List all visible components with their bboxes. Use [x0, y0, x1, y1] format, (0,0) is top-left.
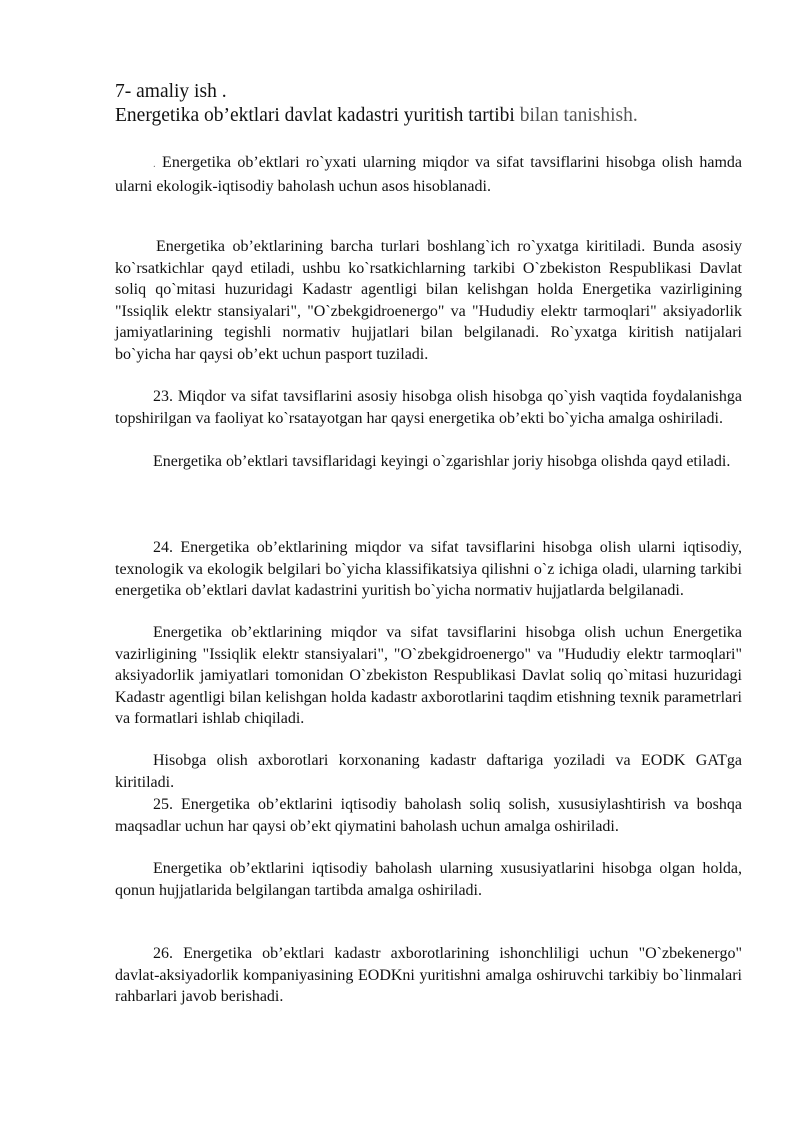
- paragraph-1-text: Energetika ob’ektlari ro`yxati ularning miqdor va sifat tavsiflarini hisobga olish hamda ularni ekologik-iqtisodiy baholash uchun asos hisoblanadi.: [115, 154, 742, 195]
- document-title-line2: [115, 104, 755, 128]
- paragraph-24: 24. Energetika ob’ektlarining miqdor va sifat tavsiflarini hisobga olish ularni iqtisodiy, texnologik va ekologik belgilari bo`yicha klassifikatsiya qilishni o`z ichiga oladi, ularning tarkibi energetika ob’ektlari davlat kadastrini yuritish bo`yicha normativ hujjatlarda belgilanadi.: [115, 539, 742, 599]
- paragraph-1: [115, 152, 742, 197]
- paragraph-6: Energetika ob’ektlarining miqdor va sifat tavsiflarini hisobga olish uchun Energetika vazirligining "Issiqlik elektr stansiyalari", "O`zbekgidroenergo" va "Hududiy elektr tarmoqlari" aksiyadorlik jamiyatlari tomonidan O`zbekiston Respublikasi Davlat soliq qo`mitasi huzuridagi Kadastr agentligi bilan kelishgan holda kadastr axborotlarini taqdim etishning texnik parametrlari va formatlari ishlab chiqiladi.: [115, 624, 742, 727]
- paragraph-7: Hisobga olish axborotlari korxonaning kadastr daftariga yoziladi va EODK GATga kiritiladi.: [115, 752, 742, 791]
- paragraph-marker: .: [153, 158, 156, 170]
- paragraph-2: Energetika ob’ektlarining barcha turlari boshlang`ich ro`yxatga kiritiladi. Bunda asosiy ko`rsatkichlar qayd etiladi, ushbu ko`rsatkichlarning tarkibi O`zbekiston Respublikasi Davlat soliq qo`mitasi huzuridagi Kadastr agentligi bilan kelishgan holda Energetika vazirligining "Issiqlik elektr stansiyalari", "O`zbekgidroenergo" va "Hududiy elektr tarmoqlari" aksiyadorlik jamiyatlarining tegishli normativ hujjatlari bilan belgilanadi. Ro`yxatga kiritish natijalari bo`yicha har qaysi ob’ekt uchun pasport tuziladi.: [115, 238, 742, 363]
- document-title-gray: bilan tanishish.: [514, 105, 638, 126]
- paragraph-25: 25. Energetika ob’ektlarini iqtisodiy baholash soliq solish, xususiylashtirish va boshqa maqsadlar uchun har qaysi ob’ekt qiymatini baholash uchun amalga oshiriladi.: [115, 796, 742, 835]
- paragraph-23: 23. Miqdor va sifat tavsiflarini asosiy hisobga olish hisobga qo`yish vaqtida foydalanishga topshirilgan va faoliyat ko`rsatayotgan har qaysi energetika ob’ekti bo`yicha amalga oshiriladi.: [115, 388, 742, 427]
- paragraph-26: 26. Energetika ob’ektlari kadastr axborotlarining ishonchliligi uchun "O`zbekenergo" davlat-aksiyadorlik kompaniyasining EODKni yuritishni amalga oshiruvchi tarkibiy bo`linmalari rahbarlari javob berishadi.: [115, 945, 742, 1005]
- paragraph-9: Energetika ob’ektlarini iqtisodiy baholash ularning xususiyatlarini hisobga olgan holda, qonun hujjatlarida belgilangan tartibda amalga oshiriladi.: [115, 860, 742, 899]
- paragraph-4: Energetika ob’ektlari tavsiflaridagi keyingi o`zgarishlar joriy hisobga olishda qayd etiladi.: [153, 453, 731, 470]
- document-title-main: Energetika ob’ektlari davlat kadastri yuritish tartibi: [115, 105, 515, 126]
- document-title-line1: 7- amaliy ish .: [115, 81, 227, 102]
